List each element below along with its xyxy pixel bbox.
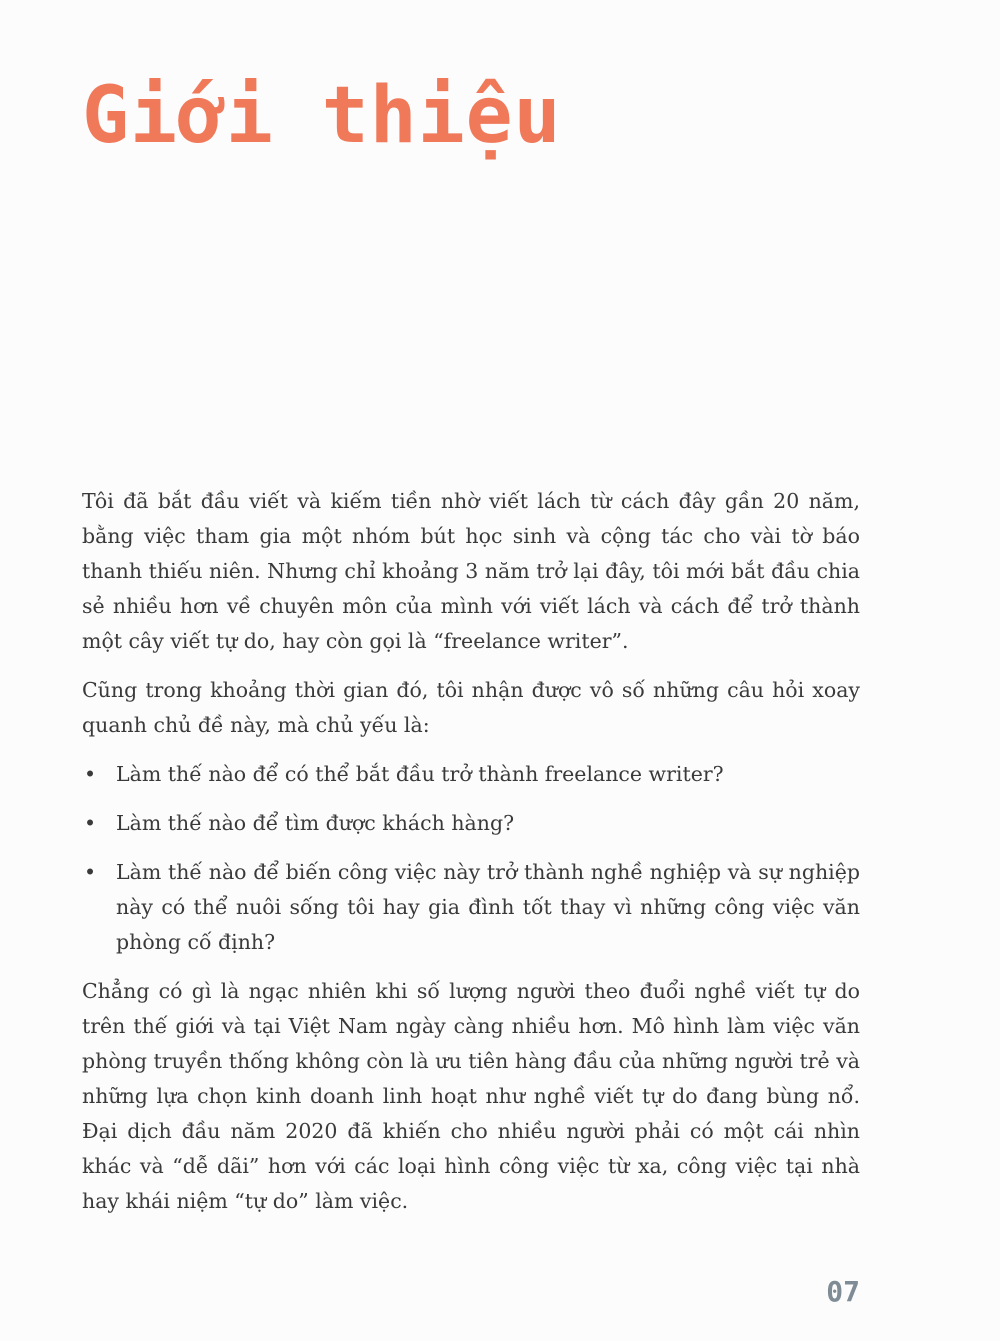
page-number: 07: [826, 1275, 860, 1308]
body-text: [82, 484, 860, 1233]
paragraph-intro: Tôi đã bắt đầu viết và kiếm tiền nhờ viết lách từ cách đây gần 20 năm, bằng việc tham gia một nhóm bút học sinh và cộng tác cho vài tờ báo thanh thiếu niên. Nhưng chỉ khoảng 3 năm trở lại đây, tôi mới bắt đầu chia sẻ nhiều hơn về chuyên môn của mình với viết lách và cách để trở thành một cây viết tự do, hay còn gọi là “freelance writer”.: [82, 489, 860, 653]
list-item: • Làm thế nào để tìm được khách hàng?: [82, 806, 860, 841]
list-item: • Làm thế nào để biến công việc này trở thành nghề nghiệp và sự nghiệp này có thể nuôi sống tôi hay gia đình tốt thay vì những công việc văn phòng cố định?: [82, 855, 860, 960]
paragraph-trend: Chẳng có gì là ngạc nhiên khi số lượng người theo đuổi nghề viết tự do trên thế giới và tại Việt Nam ngày càng nhiều hơn. Mô hình làm việc văn phòng truyền thống không còn là ưu tiên hàng đầu của những người trẻ và những lựa chọn kinh doanh linh hoạt như nghề viết tự do đang bùng nổ. Đại dịch đầu năm 2020 đã khiến cho nhiều người phải có một cái nhìn khác và “dễ dãi” hơn với các loại hình công việc từ xa, công việc tại nhà hay khái niệm “tự do” làm việc.: [82, 979, 860, 1213]
list-item: • Làm thế nào để có thể bắt đầu trở thành freelance writer?: [82, 757, 860, 792]
paragraph-questions-lead: Cũng trong khoảng thời gian đó, tôi nhận được vô số những câu hỏi xoay quanh chủ đề này, mà chủ yếu là:: [82, 678, 860, 737]
question-list: [82, 757, 860, 960]
chapter-title: Giới thiệu: [82, 71, 562, 161]
